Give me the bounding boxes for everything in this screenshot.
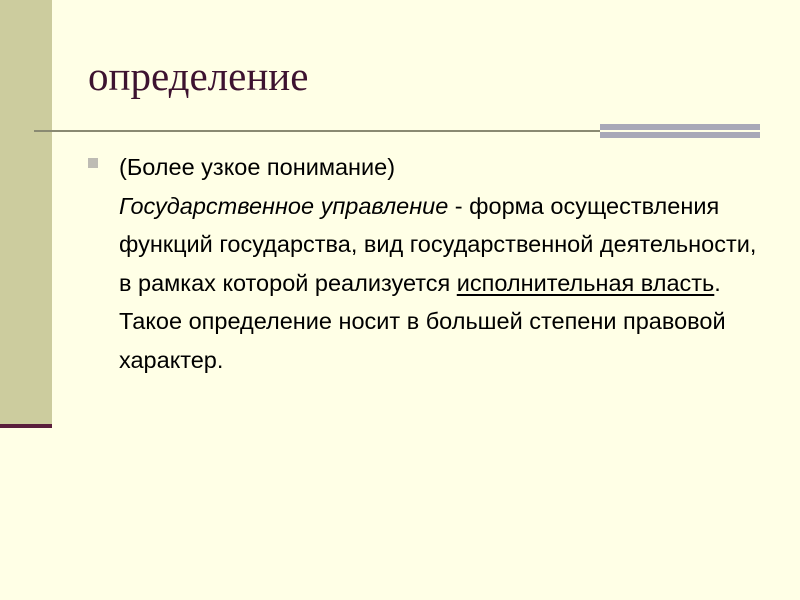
side-bar-decoration xyxy=(0,0,52,426)
definition-part-2: . Такое определение носит в большей степени правовой характер. xyxy=(119,269,726,373)
bullet-marker-icon xyxy=(88,158,98,168)
bullet-lead: (Более узкое понимание) xyxy=(119,154,396,180)
title-divider-accent xyxy=(600,124,760,138)
bullet-text xyxy=(119,148,759,379)
defined-term: Государственное управление xyxy=(119,192,449,219)
executive-power-link[interactable]: исполнительная власть xyxy=(456,269,715,296)
side-bar-accent-line xyxy=(0,424,52,428)
title-divider xyxy=(34,130,600,132)
slide-title: определение xyxy=(88,53,309,99)
definition-part-1: - форма осуществления функций государства, вид государственной деятельности, в рамках которой реализуется xyxy=(119,192,757,296)
